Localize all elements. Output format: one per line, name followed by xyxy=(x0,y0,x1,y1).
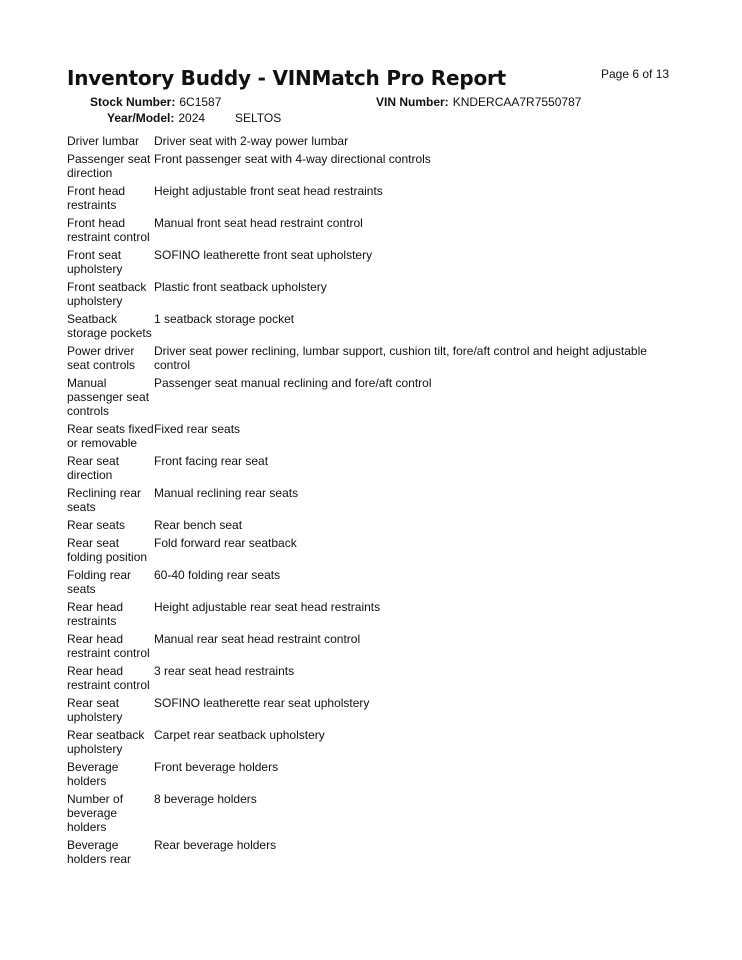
spec-row xyxy=(67,312,667,340)
spec-value: 8 beverage holders xyxy=(154,792,257,806)
spec-value: SOFINO leatherette rear seat upholstery xyxy=(154,696,370,710)
year-model-label: Year/Model: xyxy=(107,111,175,125)
spec-value: Passenger seat manual reclining and fore/aft control xyxy=(154,376,432,390)
spec-label: Folding rear seats xyxy=(67,568,132,596)
spec-label: Number of beverage holders xyxy=(67,792,124,834)
spec-label: Rear seatback upholstery xyxy=(67,728,145,756)
spec-row xyxy=(67,422,667,450)
spec-value: Carpet rear seatback upholstery xyxy=(154,728,325,742)
spec-row xyxy=(67,248,667,276)
year-value: 2024 xyxy=(178,111,206,125)
spec-row xyxy=(67,152,667,180)
vin-number-value: KNDERCAA7R7550787 xyxy=(452,95,582,109)
spec-row xyxy=(67,376,667,418)
spec-value: Front passenger seat with 4-way directional controls xyxy=(154,152,431,166)
report-title: Inventory Buddy - VINMatch Pro Report xyxy=(67,66,507,90)
page-number: Page 6 of 13 xyxy=(601,67,670,81)
spec-row xyxy=(67,600,667,628)
spec-label: Front seat upholstery xyxy=(67,248,123,276)
spec-value: Rear beverage holders xyxy=(154,838,277,852)
spec-row xyxy=(67,568,667,596)
spec-value: Front facing rear seat xyxy=(154,454,269,468)
year-model xyxy=(107,111,205,125)
spec-value: Height adjustable rear seat head restraints xyxy=(154,600,381,614)
spec-value: Front beverage holders xyxy=(154,760,279,774)
spec-label: Manual passenger seat controls xyxy=(67,376,150,418)
spec-label: Front head restraints xyxy=(67,184,126,212)
spec-label: Reclining rear seats xyxy=(67,486,142,514)
spec-row xyxy=(67,280,667,308)
vin-number xyxy=(376,95,581,109)
spec-list xyxy=(67,134,667,870)
spec-label: Beverage holders xyxy=(67,760,119,788)
spec-row xyxy=(67,518,667,532)
stock-number-label: Stock Number: xyxy=(90,95,176,109)
spec-row xyxy=(67,728,667,756)
spec-row xyxy=(67,134,667,148)
spec-label: Rear seat folding position xyxy=(67,536,148,564)
spec-label: Rear seat direction xyxy=(67,454,120,482)
model-value: SELTOS xyxy=(235,111,282,125)
spec-label: Rear seats xyxy=(67,518,126,532)
spec-label: Rear head restraint control xyxy=(67,664,150,692)
spec-value: Manual reclining rear seats xyxy=(154,486,299,500)
spec-label: Power driver seat controls xyxy=(67,344,136,372)
stock-number xyxy=(90,95,221,109)
spec-label: Rear seat upholstery xyxy=(67,696,123,724)
spec-row xyxy=(67,632,667,660)
spec-row xyxy=(67,696,667,724)
spec-value: Driver seat power reclining, lumbar support, cushion tilt, fore/aft control and height adjustable control xyxy=(154,344,647,372)
spec-label: Rear head restraint control xyxy=(67,632,150,660)
spec-value: SOFINO leatherette front seat upholstery xyxy=(154,248,373,262)
spec-value: Manual front seat head restraint control xyxy=(154,216,363,230)
spec-row xyxy=(67,838,667,866)
spec-label: Passenger seat direction xyxy=(67,152,151,180)
spec-row xyxy=(67,536,667,564)
spec-row xyxy=(67,792,667,834)
spec-value: Manual rear seat head restraint control xyxy=(154,632,361,646)
spec-row xyxy=(67,454,667,482)
spec-value: Fold forward rear seatback xyxy=(154,536,297,550)
spec-value: Height adjustable front seat head restraints xyxy=(154,184,383,198)
spec-value: Driver seat with 2-way power lumbar xyxy=(154,134,349,148)
spec-row xyxy=(67,216,667,244)
spec-label: Beverage holders rear xyxy=(67,838,132,866)
spec-row xyxy=(67,344,667,372)
vin-number-label: VIN Number: xyxy=(376,95,449,109)
spec-row xyxy=(67,760,667,788)
spec-row xyxy=(67,486,667,514)
spec-label: Seatback storage pockets xyxy=(67,312,152,340)
spec-row xyxy=(67,184,667,212)
spec-label: Rear head restraints xyxy=(67,600,124,628)
spec-label: Rear seats fixed or removable xyxy=(67,422,154,450)
spec-label: Driver lumbar xyxy=(67,134,140,148)
spec-value: 60-40 folding rear seats xyxy=(154,568,281,582)
spec-value: Rear bench seat xyxy=(154,518,243,532)
stock-number-value: 6C1587 xyxy=(179,95,222,109)
spec-label: Front seatback upholstery xyxy=(67,280,147,308)
spec-row xyxy=(67,664,667,692)
spec-label: Front head restraint control xyxy=(67,216,150,244)
spec-value: 1 seatback storage pocket xyxy=(154,312,295,326)
spec-value: Plastic front seatback upholstery xyxy=(154,280,327,294)
spec-value: Fixed rear seats xyxy=(154,422,241,436)
spec-value: 3 rear seat head restraints xyxy=(154,664,295,678)
